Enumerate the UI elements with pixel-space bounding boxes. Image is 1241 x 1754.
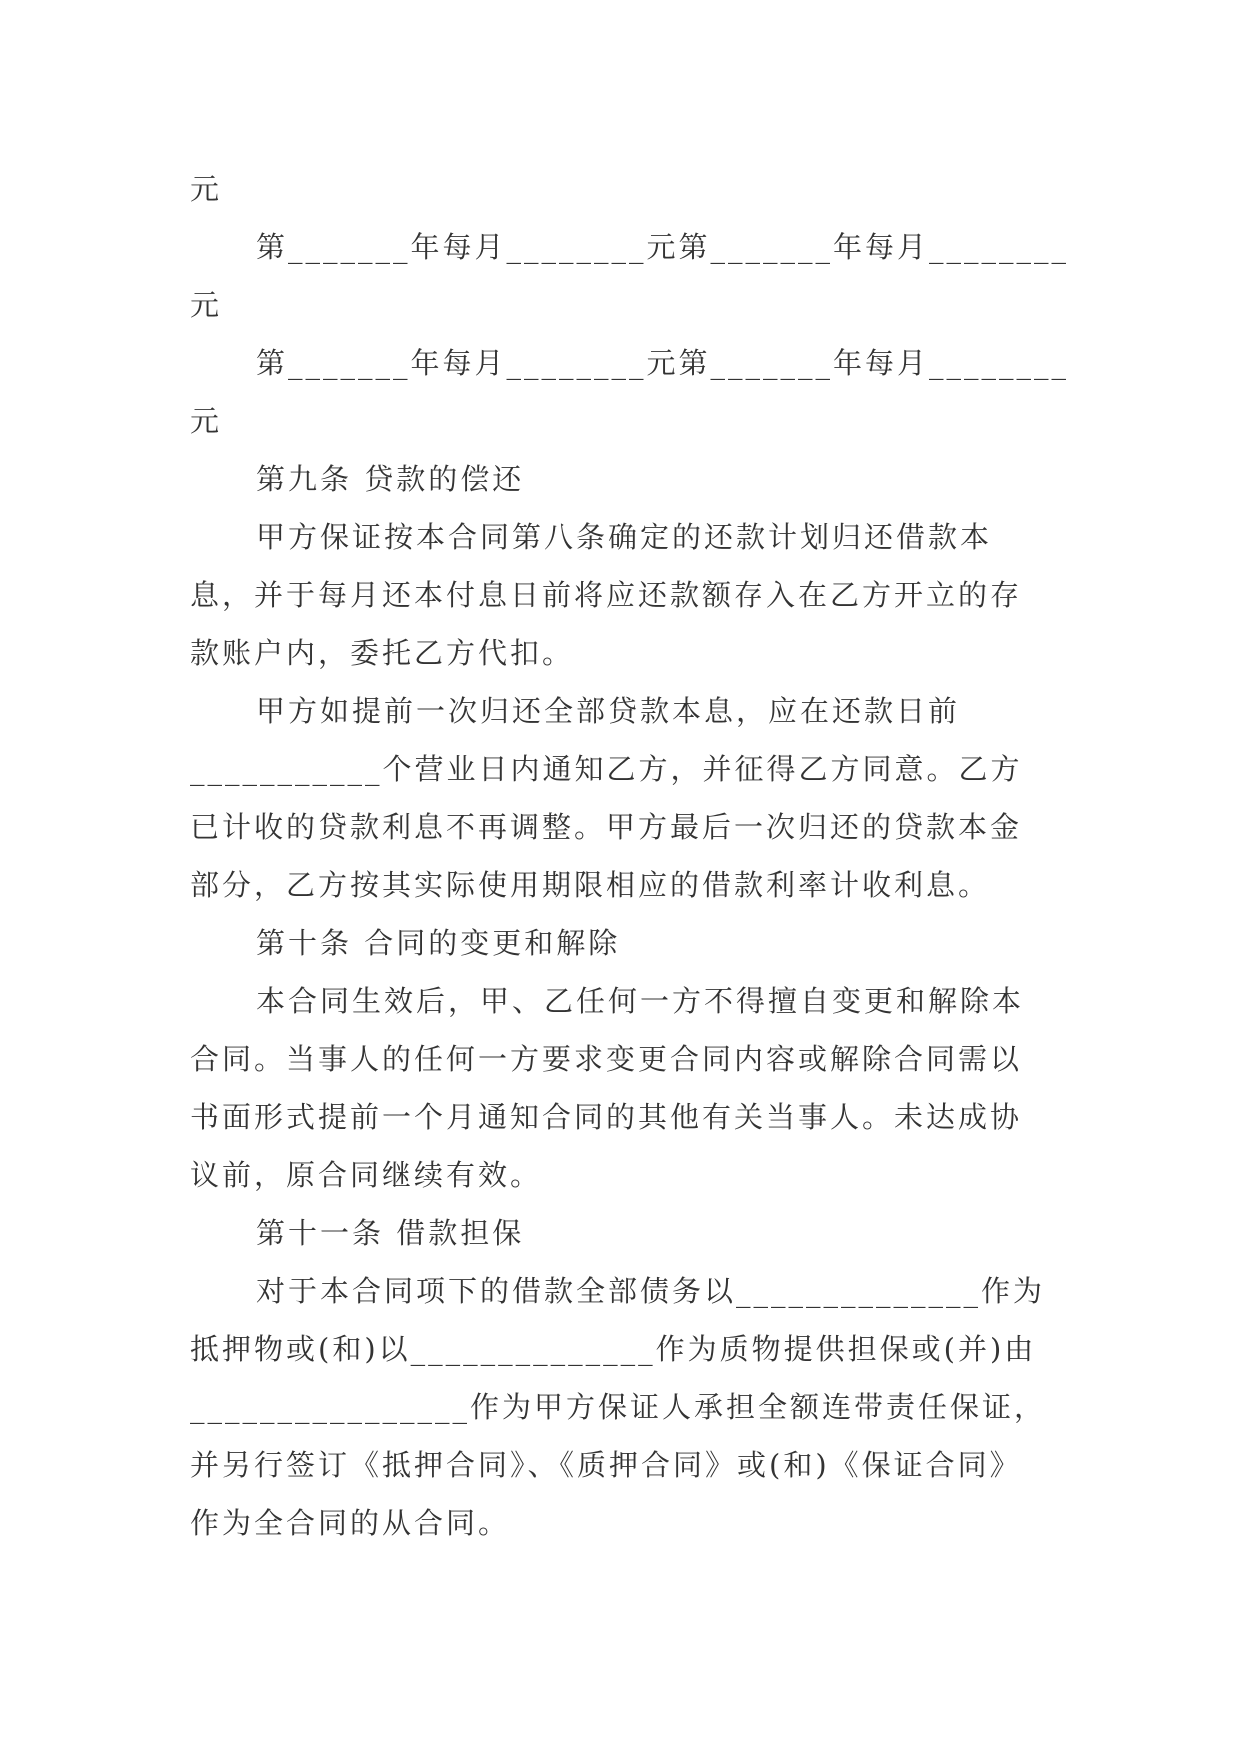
article-9-heading: 第九条 贷款的偿还 (256, 462, 525, 496)
repayment-schedule-line: 第_______年每月________元第_______年每月________ (256, 346, 1070, 380)
contract-text (190, 160, 1070, 1552)
article-11-heading: 第十一条 借款担保 (256, 1216, 525, 1250)
paragraph-line: 本合同生效后，甲、乙任何一方不得擅自变更和解除本 (256, 984, 1025, 1018)
paragraph-line: 对于本合同项下的借款全部债务以______________作为 (256, 1274, 1046, 1308)
paragraph-line: 并另行签订《抵押合同》、《质押合同》或(和)《保证合同》 (190, 1448, 1022, 1482)
paragraph-line: 款账户内，委托乙方代扣。 (190, 636, 575, 670)
text-line: 元 (190, 404, 223, 438)
paragraph-line: ________________作为甲方保证人承担全额连带责任保证， (190, 1390, 1047, 1424)
paragraph-line: 已计收的贷款利息不再调整。甲方最后一次归还的贷款本金 (190, 810, 1023, 844)
text-line: 元 (190, 172, 223, 206)
paragraph-line: 作为全合同的从合同。 (190, 1506, 511, 1540)
paragraph-line: ___________个营业日内通知乙方，并征得乙方同意。乙方 (190, 752, 1023, 786)
paragraph-line: 甲方保证按本合同第八条确定的还款计划归还借款本 (256, 520, 993, 554)
paragraph-line: 息，并于每月还本付息日前将应还款额存入在乙方开立的存 (190, 578, 1023, 612)
article-10-heading: 第十条 合同的变更和解除 (256, 926, 621, 960)
paragraph-line: 议前，原合同继续有效。 (190, 1158, 543, 1192)
paragraph-line: 抵押物或(和)以______________作为质物提供担保或(并)由 (190, 1332, 1037, 1366)
repayment-schedule-line: 第_______年每月________元第_______年每月________ (256, 230, 1070, 264)
paragraph-line: 甲方如提前一次归还全部贷款本息，应在还款日前 (256, 694, 961, 728)
paragraph-line: 合同。当事人的任何一方要求变更合同内容或解除合同需以 (190, 1042, 1023, 1076)
paragraph-line: 书面形式提前一个月通知合同的其他有关当事人。未达成协 (190, 1100, 1023, 1134)
text-line: 元 (190, 288, 223, 322)
paragraph-line: 部分，乙方按其实际使用期限相应的借款利率计收利息。 (190, 868, 991, 902)
